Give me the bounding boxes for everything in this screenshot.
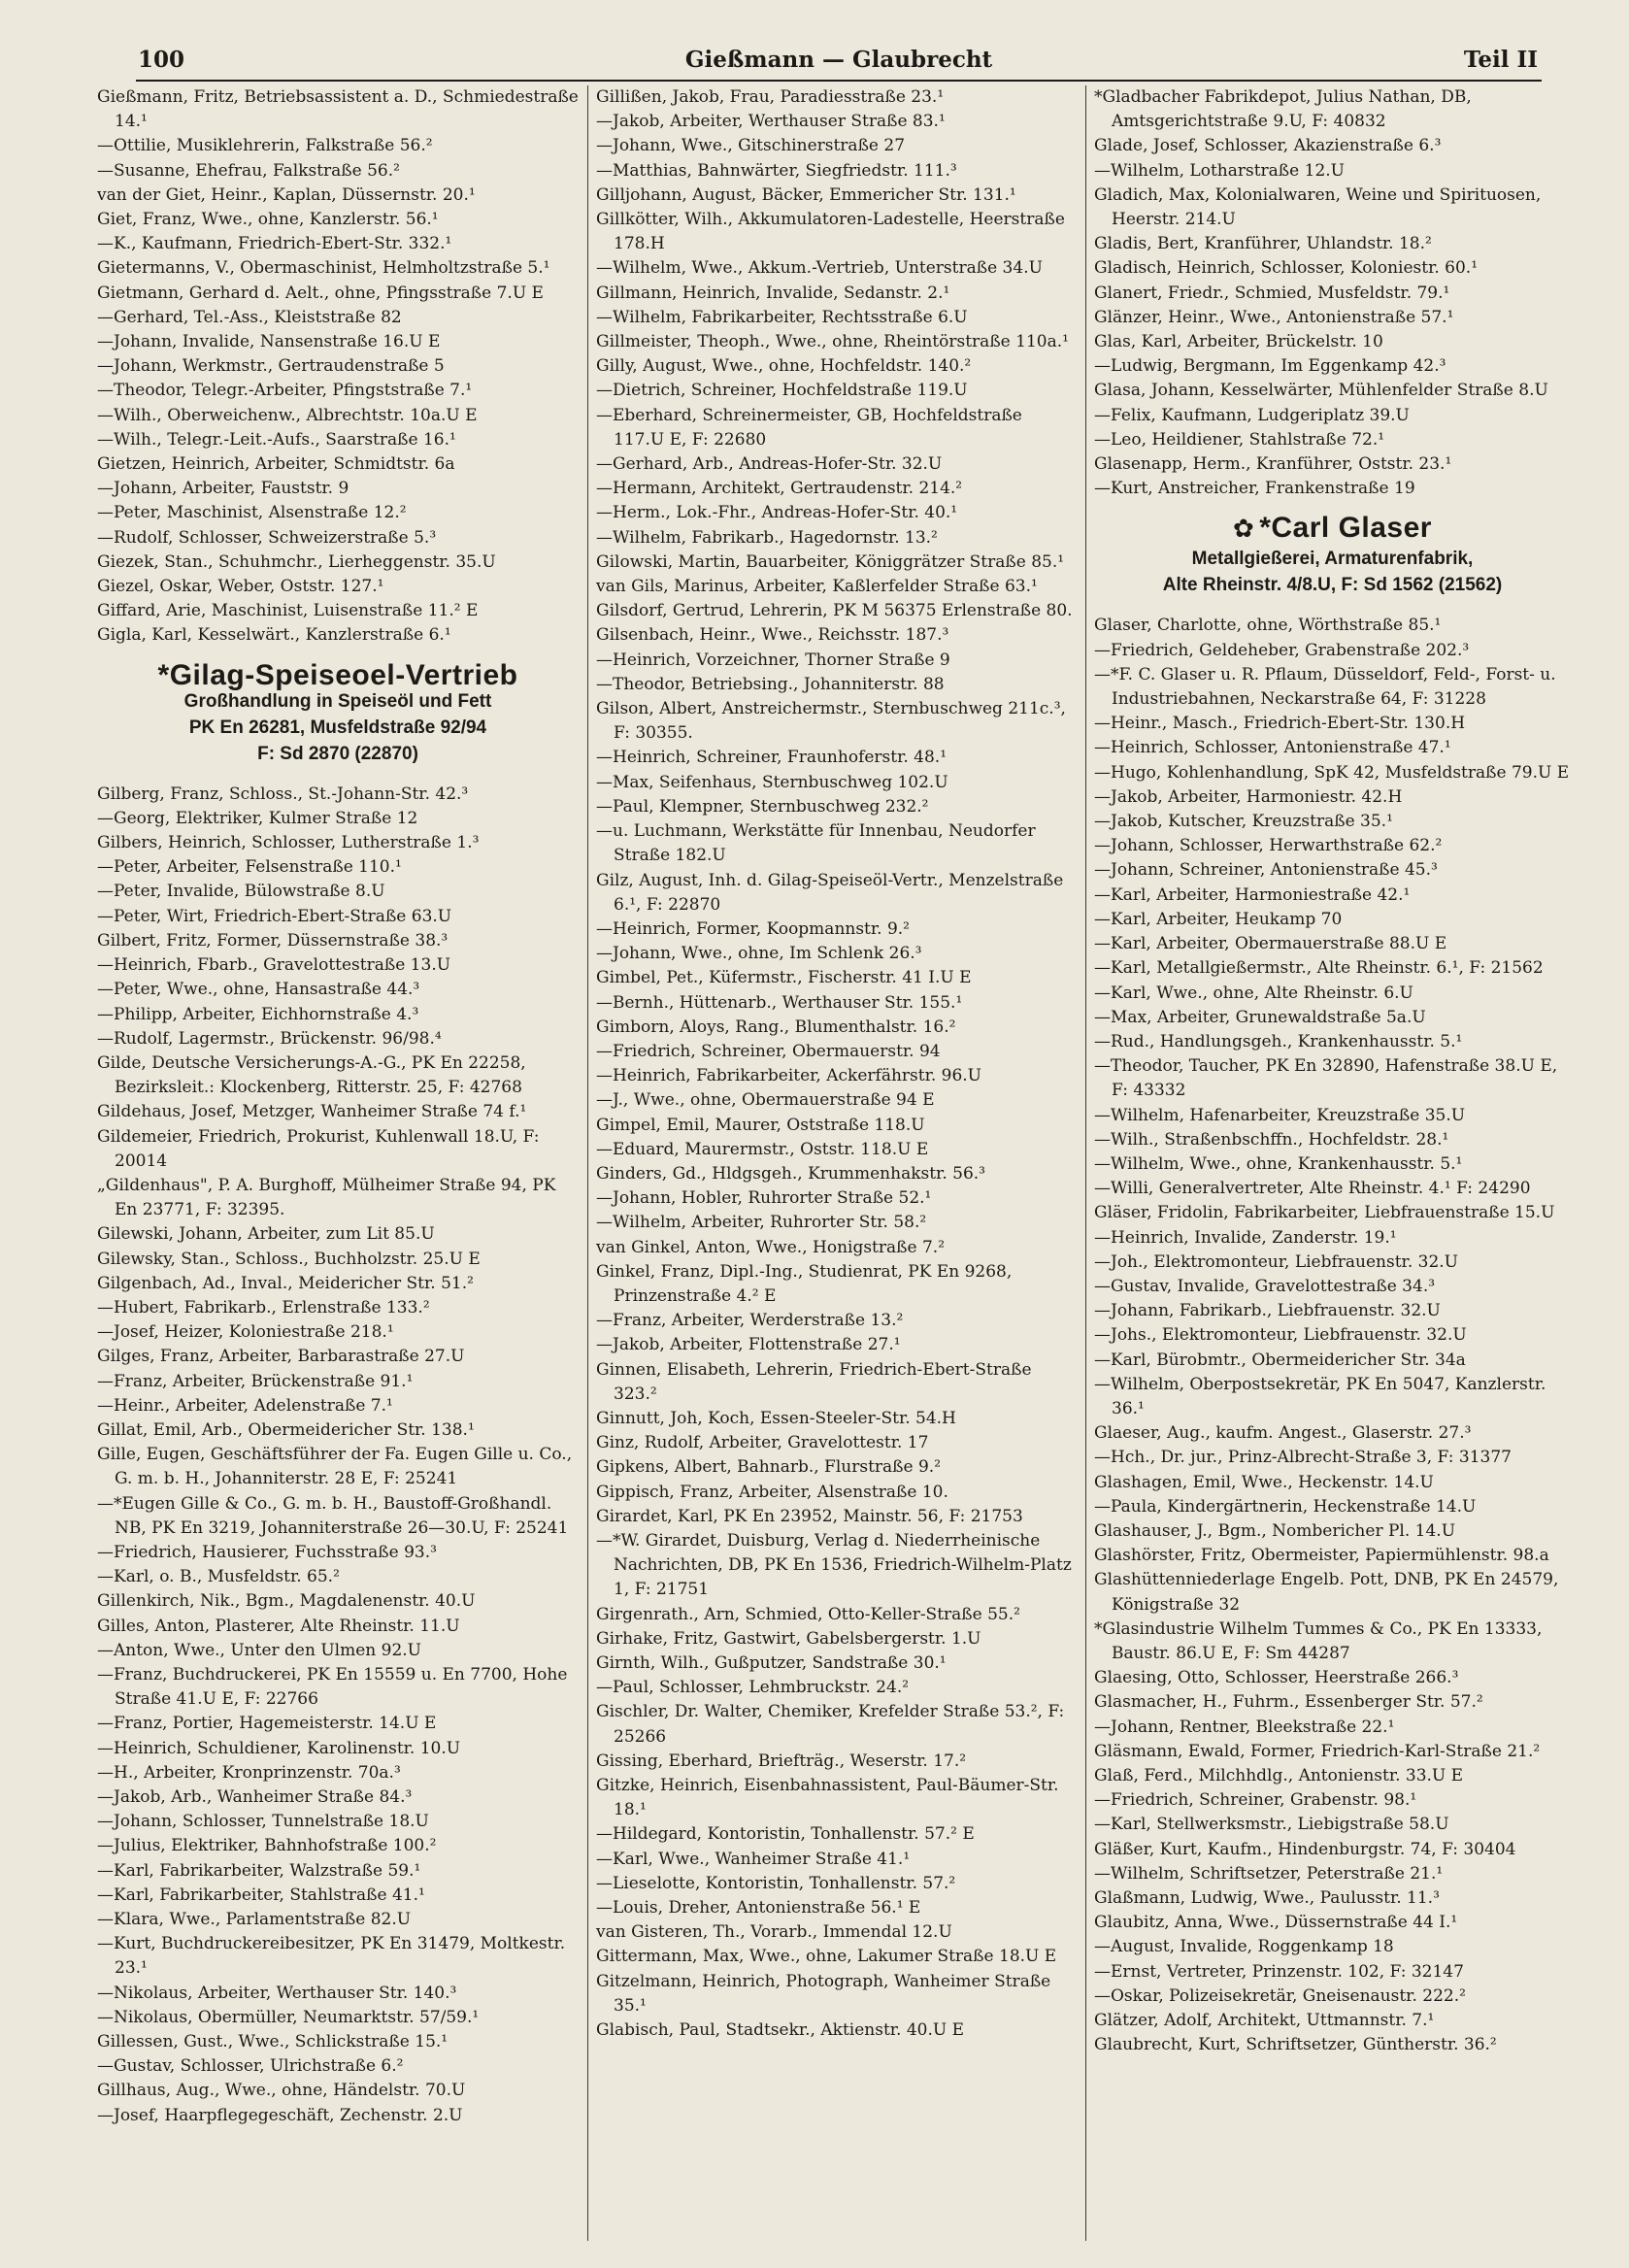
directory-entry: —Paul, Schlosser, Lehmbruckstr. 24.² [596, 1678, 910, 1698]
directory-entry: —Heinrich, Vorzeichner, Thorner Straße 9 [596, 650, 950, 670]
directory-entry: —Felix, Kaufmann, Ludgeriplatz 39.U [1094, 405, 1410, 425]
directory-entry: —Franz, Portier, Hagemeisterstr. 14.U E [97, 1714, 437, 1734]
directory-entry: Gilowski, Martin, Bauarbeiter, Königgrätzer Straße 85.¹ [596, 551, 1065, 572]
ad-line: PK En 26281, Musfeldstraße 92/94 [188, 717, 487, 738]
directory-entry: Gimborn, Aloys, Rang., Blumenthalstr. 16.² [596, 1017, 956, 1037]
ad-line: F: Sd 2870 (22870) [257, 743, 418, 764]
directory-entry: van Ginkel, Anton, Wwe., Honigstraße 7.² [596, 1237, 946, 1257]
directory-entry: —Karl, Arbeiter, Heukamp 70 [1094, 909, 1343, 929]
directory-entry: Gilz, August, Inh. d. Gilag-Speiseöl-Vertr., Menzelstraße 6.¹, F: 22870 [596, 870, 1064, 915]
directory-entry: —Johann, Wwe., ohne, Im Schlenk 26.³ [596, 944, 922, 964]
directory-entry: —Jakob, Arbeiter, Harmoniestr. 42.H [1094, 786, 1403, 807]
directory-entry: —Karl, Wwe., ohne, Alte Rheinstr. 6.U [1094, 983, 1413, 1003]
directory-entry: Gitzelmann, Heinrich, Photograph, Wanheimer Straße 35.¹ [596, 1971, 1051, 2016]
directory-entry: —Kurt, Buchdruckereibesitzer, PK En 31479, Moltkestr. 23.¹ [97, 1934, 566, 1979]
directory-entry: —Franz, Arbeiter, Werderstraße 13.² [596, 1311, 904, 1331]
wreath-emblem-icon: ✿ [1233, 515, 1254, 545]
directory-entry: —Willi, Generalvertreter, Alte Rheinstr. 4.¹ F: 24290 [1094, 1179, 1531, 1199]
directory-entry: —Wilh., Telegr.-Leit.-Aufs., Saarstraße 16.¹ [97, 429, 456, 450]
directory-entry: —Ludwig, Bergmann, Im Eggenkamp 42.³ [1094, 356, 1446, 377]
entry-list [1094, 85, 1571, 501]
directory-entry: Gittermann, Max, Wwe., ohne, Lakumer Straße 18.U E [596, 1947, 1057, 1967]
directory-entry: —Karl, Fabrikarbeiter, Walzstraße 59.¹ [97, 1860, 421, 1881]
directory-entry: Giet, Franz, Wwe., ohne, Kanzlerstr. 56.¹ [97, 210, 439, 230]
directory-entry: —Friedrich, Schreiner, Obermauerstr. 94 [596, 1041, 941, 1061]
directory-entry: —Johann, Schreiner, Antonienstraße 45.³ [1094, 860, 1438, 881]
directory-entry: Gläsmann, Ewald, Former, Friedrich-Karl-Straße 21.² [1094, 1741, 1541, 1761]
directory-entry: Gilgenbach, Ad., Inval., Meidericher Str. 51.² [97, 1273, 474, 1293]
page-header [136, 45, 1542, 82]
directory-entry: —Johann, Wwe., Gitschinerstraße 27 [596, 136, 906, 156]
directory-entry: Gießmann, Fritz, Betriebsassistent a. D., Schmiedestraße 14.¹ [97, 87, 579, 132]
directory-entry: —Eberhard, Schreinermeister, GB, Hochfeldstraße 117.U E, F: 22680 [596, 405, 1022, 450]
directory-entry: Glade, Josef, Schlosser, Akazienstraße 6.³ [1094, 136, 1442, 156]
directory-entry: Ginnen, Elisabeth, Lehrerin, Friedrich-Ebert-Straße 323.² [596, 1359, 1032, 1404]
directory-entry: —Theodor, Betriebsing., Johanniterstr. 88 [596, 674, 945, 694]
entry-list [97, 85, 579, 649]
ad-line: Alte Rheinstr. 4/8.U, F: Sd 1562 (21562) [1162, 575, 1503, 596]
directory-entry: Glanert, Friedr., Schmied, Musfeldstr. 79.¹ [1094, 283, 1450, 303]
directory-entry: —Peter, Maschinist, Alsenstraße 12.² [97, 503, 407, 523]
directory-entry: —Wilhelm, Fabrikarbeiter, Rechtsstraße 6.U [596, 307, 968, 327]
directory-entry: Gläßer, Kurt, Kaufm., Hindenburgstr. 74, F: 30404 [1094, 1839, 1516, 1859]
directory-entry: Gilberg, Franz, Schloss., St.-Johann-Str. 42.³ [97, 784, 469, 804]
directory-entry: —Susanne, Ehefrau, Falkstraße 56.² [97, 160, 400, 181]
directory-entry: —Kurt, Anstreicher, Frankenstraße 19 [1094, 479, 1415, 499]
directory-entry: van der Giet, Heinr., Kaplan, Düssernstr. 20.¹ [97, 184, 476, 205]
directory-entry: —Nikolaus, Arbeiter, Werthauser Str. 140.³ [97, 1983, 457, 2003]
directory-entry: —Heinrich, Schuldiener, Karolinenstr. 10.U [97, 1738, 461, 1758]
directory-entry: Gillhaus, Aug., Wwe., ohne, Händelstr. 70.U [97, 2081, 466, 2101]
directory-entry: —Karl, Stellwerksmstr., Liebigstraße 58.U [1094, 1815, 1449, 1835]
directory-entry: Gilson, Albert, Anstreichermstr., Sternbuschweg 211c.³, F: 30355. [596, 699, 1066, 744]
directory-entry: —Paul, Klempner, Sternbuschweg 232.² [596, 796, 929, 817]
directory-entry: Giezel, Oskar, Weber, Oststr. 127.¹ [97, 577, 384, 597]
directory-entry: Glaubitz, Anna, Wwe., Düssernstraße 44 I.¹ [1094, 1913, 1458, 1933]
directory-entry: —Julius, Elektriker, Bahnhofstraße 100.² [97, 1836, 437, 1856]
directory-entry: Girnth, Wilh., Gußputzer, Sandstraße 30.¹ [596, 1653, 947, 1673]
directory-entry: —Heinr., Arbeiter, Adelenstraße 7.¹ [97, 1395, 393, 1416]
directory-entry: —Hildegard, Kontoristin, Tonhallenstr. 57.² E [596, 1824, 975, 1845]
directory-entry: —Peter, Wirt, Friedrich-Ebert-Straße 63.U [97, 906, 452, 926]
directory-entry: —Rudolf, Schlosser, Schweizerstraße 5.³ [97, 527, 437, 548]
directory-entry: —Franz, Arbeiter, Brückenstraße 91.¹ [97, 1371, 414, 1391]
directory-entry: —Wilh., Straßenbschffn., Hochfeldstr. 28.¹ [1094, 1129, 1449, 1150]
directory-entry: Girgenrath., Arn, Schmied, Otto-Keller-Straße 55.² [596, 1604, 1020, 1624]
directory-entry: —Nikolaus, Obermüller, Neumarktstr. 57/59.¹ [97, 2007, 480, 2027]
directory-entry: Gilde, Deutsche Versicherungs-A.-G., PK En 22258, Bezirksleit.: Klockenberg, Ritterstr. 25, F: 42768 [97, 1052, 526, 1098]
directory-entry: —Joh., Elektromonteur, Liebfrauenstr. 32.U [1094, 1251, 1458, 1272]
directory-entry: Glashauser, J., Bgm., Nombericher Pl. 14.U [1094, 1520, 1456, 1541]
page-number: 100 [138, 47, 185, 73]
running-title: Gießmann — Glaubrecht [684, 47, 993, 73]
directory-entry: —Karl, Bürobmtr., Obermeidericher Str. 34a [1094, 1350, 1466, 1370]
directory-entry: Gilles, Anton, Plasterer, Alte Rheinstr. 11.U [97, 1616, 460, 1636]
directory-entry: —Johann, Rentner, Bleekstraße 22.¹ [1094, 1717, 1395, 1737]
directory-entry: —Heinrich, Schlosser, Antonienstraße 47.¹ [1094, 738, 1451, 758]
directory-entry: —Jakob, Arbeiter, Werthauser Straße 83.¹ [596, 112, 946, 132]
directory-entry: —Heinrich, Fbarb., Gravelottestraße 13.U [97, 955, 451, 976]
directory-entry: —Dietrich, Schreiner, Hochfeldstraße 119.U [596, 381, 968, 401]
directory-entry: Gietermanns, V., Obermaschinist, Helmholtzstraße 5.¹ [97, 258, 550, 279]
directory-entry: —Friedrich, Schreiner, Grabenstr. 98.¹ [1094, 1790, 1417, 1811]
directory-entry: Gillkötter, Wilh., Akkumulatoren-Ladestelle, Heerstraße 178.H [596, 210, 1065, 254]
directory-entry: —Franz, Buchdruckerei, PK En 15559 u. En 7700, Hohe Straße 41.U E, F: 22766 [97, 1664, 568, 1710]
directory-entry: —Karl, Arbeiter, Obermauerstraße 88.U E [1094, 934, 1447, 954]
directory-entry: Glashüttenniederlage Engelb. Pott, DNB, PK En 24579, Königstraße 32 [1094, 1570, 1559, 1615]
directory-entry: Gipkens, Albert, Bahnarb., Flurstraße 9.² [596, 1457, 942, 1478]
directory-entry: —Leo, Heildiener, Stahlstraße 72.¹ [1094, 429, 1385, 450]
directory-entry: Glasenapp, Herm., Kranführer, Oststr. 23.¹ [1094, 454, 1452, 475]
directory-entry: —J., Wwe., ohne, Obermauerstraße 94 E [596, 1090, 935, 1111]
directory-entry: —Peter, Wwe., ohne, Hansastraße 44.³ [97, 980, 420, 1000]
column-3 [1085, 85, 1571, 2241]
directory-entry: Gillenkirch, Nik., Bgm., Magdalenenstr. 40.U [97, 1591, 476, 1612]
directory-entry: Gietzen, Heinrich, Arbeiter, Schmidtstr. 6a [97, 454, 455, 475]
directory-entry: Gilewsky, Stan., Schloss., Buchholzstr. 25.U E [97, 1249, 481, 1269]
directory-entry: —Peter, Invalide, Bülowstraße 8.U [97, 882, 385, 902]
directory-entry: Gladis, Bert, Kranführer, Uhlandstr. 18.² [1094, 234, 1432, 254]
directory-entry: —Johs., Elektromonteur, Liebfrauenstr. 32.U [1094, 1325, 1467, 1346]
directory-entry: Glaubrecht, Kurt, Schriftsetzer, Güntherstr. 36.² [1094, 2035, 1497, 2055]
directory-entry: Gimbel, Pet., Küfermstr., Fischerstr. 41 I.U E [596, 968, 972, 988]
directory-entry: Gilges, Franz, Arbeiter, Barbarastraße 27.U [97, 1347, 465, 1367]
directory-entry: —Wilhelm, Arbeiter, Ruhrorter Str. 58.² [596, 1213, 927, 1233]
directory-entry: Gissing, Eberhard, Briefträg., Weserstr. 17.² [596, 1751, 967, 1771]
directory-entry: Gladisch, Heinrich, Schlosser, Koloniestr. 60.¹ [1094, 258, 1479, 279]
directory-entry: —Wilhelm, Wwe., ohne, Krankenhausstr. 5.¹ [1094, 1153, 1463, 1174]
directory-entry: Ginnutt, Joh, Koch, Essen-Steeler-Str. 54.H [596, 1408, 956, 1428]
directory-entry: —Theodor, Taucher, PK En 32890, Hafenstraße 38.U E, F: 43332 [1094, 1056, 1558, 1101]
directory-entry: Gillat, Emil, Arb., Obermeidericher Str. 138.¹ [97, 1419, 475, 1440]
directory-entry: Glabisch, Paul, Stadtsekr., Aktienstr. 40.U E [596, 2020, 965, 2041]
directory-entry: —Gerhard, Arb., Andreas-Hofer-Str. 32.U [596, 454, 943, 475]
directory-entry: Gillmeister, Theoph., Wwe., ohne, Rheintörstraße 110a.¹ [596, 332, 1069, 352]
directory-entry: Glaßmann, Ludwig, Wwe., Paulusstr. 11.³ [1094, 1888, 1440, 1909]
directory-entry: Giezek, Stan., Schuhmchr., Lierheggenstr. 35.U [97, 551, 496, 572]
directory-columns [97, 85, 1571, 2241]
column-2 [587, 85, 1073, 2241]
directory-entry: —H., Arbeiter, Kronprinzenstr. 70a.³ [97, 1762, 401, 1783]
directory-entry: —Friedrich, Hausierer, Fuchsstraße 93.³ [97, 1542, 437, 1562]
directory-entry: —Wilhelm, Hafenarbeiter, Kreuzstraße 35.U [1094, 1105, 1466, 1125]
directory-entry: Glätzer, Adolf, Architekt, Uttmannstr. 7.¹ [1094, 2011, 1435, 2031]
directory-entry: —Hugo, Kohlenhandlung, SpK 42, Musfeldstraße 79.U E [1094, 762, 1570, 783]
directory-entry: Gillessen, Gust., Wwe., Schlickstraße 15.¹ [97, 2032, 449, 2052]
directory-entry: Gilljohann, August, Bäcker, Emmericher Str. 131.¹ [596, 184, 1016, 205]
directory-entry: —Rud., Handlungsgeh., Krankenhausstr. 5.¹ [1094, 1031, 1463, 1051]
directory-entry: —Ernst, Vertreter, Prinzenstr. 102, F: 32147 [1094, 1961, 1464, 1982]
directory-entry: Gippisch, Franz, Arbeiter, Alsenstraße 10. [596, 1482, 948, 1502]
directory-entry: —Hch., Dr. jur., Prinz-Albrecht-Straße 3, F: 31377 [1094, 1448, 1512, 1468]
directory-entry: —Anton, Wwe., Unter den Ulmen 92.U [97, 1640, 421, 1660]
directory-entry: —Wilhelm, Fabrikarb., Hagedornstr. 13.² [596, 527, 938, 548]
entry-list [97, 783, 579, 2128]
directory-entry: Glaser, Charlotte, ohne, Wörthstraße 85.¹ [1094, 616, 1442, 636]
directory-entry: —Karl, Fabrikarbeiter, Stahlstraße 41.¹ [97, 1884, 425, 1905]
directory-entry: —Johann, Werkmstr., Gertraudenstraße 5 [97, 356, 445, 377]
directory-entry: —Wilh., Oberweichenw., Albrechtstr. 10a.U E [97, 405, 478, 425]
directory-entry: —Max, Arbeiter, Grunewaldstraße 5a.U [1094, 1007, 1426, 1027]
directory-entry: —Karl, o. B., Musfeldstr. 65.² [97, 1567, 340, 1587]
directory-entry: —Lieselotte, Kontoristin, Tonhallenstr. 57.² [596, 1873, 956, 1893]
directory-entry: Gilly, August, Wwe., ohne, Hochfeldstr. 140.² [596, 356, 972, 377]
directory-entry: Girhake, Fritz, Gastwirt, Gabelsbergerstr. 1.U [596, 1628, 981, 1649]
directory-entry: van Gils, Marinus, Arbeiter, Kaßlerfelder Straße 63.¹ [596, 577, 1038, 597]
ad-company-name: *Carl Glaser [1259, 512, 1432, 545]
directory-entry: —Peter, Arbeiter, Felsenstraße 110.¹ [97, 857, 402, 878]
directory-entry: —*F. C. Glaser u. R. Pflaum, Düsseldorf, Feld-, Forst- u. Industriebahnen, Neckarstraße 64, F: 31228 [1094, 664, 1556, 710]
directory-entry: *Gladbacher Fabrikdepot, Julius Nathan, DB, Amtsgerichtstraße 9.U, F: 40832 [1094, 87, 1472, 132]
advertisement-carl-glaser [1094, 512, 1571, 598]
directory-entry: —Johann, Invalide, Nansenstraße 16.U E [97, 332, 441, 352]
directory-entry: Gimpel, Emil, Maurer, Oststraße 118.U [596, 1115, 925, 1135]
directory-entry: Gilsenbach, Heinr., Wwe., Reichsstr. 187.³ [596, 625, 949, 646]
directory-entry: —Herm., Lok.-Fhr., Andreas-Hofer-Str. 40.¹ [596, 503, 958, 523]
directory-entry: Ginders, Gd., Hldgsgeh., Krummenhakstr. 56.³ [596, 1163, 985, 1184]
directory-entry: Glashagen, Emil, Wwe., Heckenstr. 14.U [1094, 1472, 1434, 1492]
directory-entry: —Johann, Hobler, Ruhrorter Straße 52.¹ [596, 1188, 932, 1209]
directory-entry: —*Eugen Gille & Co., G. m. b. H., Baustoff-Großhandl. NB, PK En 3219, Johanniterstraße 26—30.U, F: 25241 [97, 1493, 569, 1538]
directory-entry: —Josef, Heizer, Koloniestraße 218.¹ [97, 1322, 394, 1343]
directory-entry: —K., Kaufmann, Friedrich-Ebert-Str. 332.¹ [97, 234, 452, 254]
directory-entry: —Rudolf, Lagermstr., Brückenstr. 96/98.⁴ [97, 1028, 442, 1049]
directory-entry: Gilbers, Heinrich, Schlosser, Lutherstraße 1.³ [97, 833, 480, 853]
directory-entry: —Ottilie, Musiklehrerin, Falkstraße 56.² [97, 136, 433, 156]
directory-entry: Gillmann, Heinrich, Invalide, Sedanstr. 2.¹ [596, 283, 950, 303]
entry-list [596, 85, 1073, 2043]
directory-entry: —Oskar, Polizeisekretär, Gneisenaustr. 222.² [1094, 1985, 1466, 2006]
directory-entry: Glashörster, Fritz, Obermeister, Papiermühlenstr. 98.a [1094, 1546, 1549, 1566]
directory-entry: —Jakob, Arb., Wanheimer Straße 84.³ [97, 1787, 413, 1807]
directory-entry: Gildemeier, Friedrich, Prokurist, Kuhlenwall 18.U, F: 20014 [97, 1126, 540, 1171]
directory-entry: —Bernh., Hüttenarb., Werthauser Str. 155.¹ [596, 992, 963, 1013]
directory-entry: —August, Invalide, Roggenkamp 18 [1094, 1937, 1394, 1957]
directory-entry: —Heinr., Masch., Friedrich-Ebert-Str. 130.H [1094, 714, 1466, 734]
directory-entry: Gillißen, Jakob, Frau, Paradiesstraße 23.¹ [596, 87, 945, 107]
directory-entry: —Gustav, Invalide, Gravelottestraße 34.³ [1094, 1276, 1436, 1296]
directory-entry: —Wilhelm, Schriftsetzer, Peterstraße 21.¹ [1094, 1863, 1444, 1884]
directory-entry: —Heinrich, Former, Koopmannstr. 9.² [596, 918, 910, 939]
part-label: Teil II [1463, 47, 1538, 73]
directory-entry: Giffard, Arie, Maschinist, Luisenstraße 11.² E [97, 601, 479, 621]
directory-entry: —Gustav, Schlosser, Ulrichstraße 6.² [97, 2056, 404, 2077]
directory-entry: —Louis, Dreher, Antonienstraße 56.¹ E [596, 1898, 921, 1918]
ad-line: Metallgießerei, Armaturenfabrik, [1191, 549, 1474, 570]
directory-entry: —Heinrich, Fabrikarbeiter, Ackerfährstr. 96.U [596, 1066, 982, 1086]
directory-entry: —*W. Girardet, Duisburg, Verlag d. Niederrheinische Nachrichten, DB, PK En 1536, Friedrich-Wilhelm-Platz 1, F: 21751 [596, 1530, 1072, 1600]
directory-entry: Glasa, Johann, Kesselwärter, Mühlenfelder Straße 8.U [1094, 381, 1548, 401]
directory-entry: —Johann, Schlosser, Herwarthstraße 62.² [1094, 836, 1443, 856]
directory-entry: —Philipp, Arbeiter, Eichhornstraße 4.³ [97, 1004, 419, 1024]
directory-entry: Glas, Karl, Arbeiter, Brückelstr. 10 [1094, 332, 1383, 352]
directory-entry: —Johann, Arbeiter, Fauststr. 9 [97, 479, 349, 499]
directory-entry: Gladich, Max, Kolonialwaren, Weine und Spirituosen, Heerstr. 214.U [1094, 184, 1542, 230]
directory-entry: Gilbert, Fritz, Former, Düssernstraße 38.³ [97, 930, 449, 951]
directory-entry: Glasmacher, H., Fuhrm., Essenberger Str. 57.² [1094, 1692, 1483, 1713]
directory-entry: —Johann, Schlosser, Tunnelstraße 18.U [97, 1812, 429, 1832]
directory-entry: —Karl, Wwe., Wanheimer Straße 41.¹ [596, 1849, 911, 1869]
directory-entry: Gilewski, Johann, Arbeiter, zum Lit 85.U [97, 1224, 435, 1245]
directory-entry: Gischler, Dr. Walter, Chemiker, Krefelder Straße 53.², F: 25266 [596, 1702, 1065, 1747]
directory-entry: Glaesing, Otto, Schlosser, Heerstraße 266.³ [1094, 1668, 1459, 1688]
directory-entry: Glaß, Ferd., Milchhdlg., Antonienstr. 33.U E [1094, 1766, 1464, 1785]
directory-entry: —Jakob, Arbeiter, Flottenstraße 27.¹ [596, 1335, 901, 1355]
directory-entry: Gitzke, Heinrich, Eisenbahnassistent, Paul-Bäumer-Str. 18.¹ [596, 1776, 1059, 1820]
directory-entry: Girardet, Karl, PK En 23952, Mainstr. 56, F: 21753 [596, 1506, 1023, 1526]
directory-entry: —Max, Seifenhaus, Sternbuschweg 102.U [596, 772, 948, 792]
directory-entry: Gilsdorf, Gertrud, Lehrerin, PK M 56375 Erlenstraße 80. [596, 601, 1073, 621]
directory-entry: —Paula, Kindergärtnerin, Heckenstraße 14.U [1094, 1496, 1477, 1517]
directory-entry: —u. Luchmann, Werkstätte für Innenbau, Neudorfer Straße 182.U [596, 821, 1036, 866]
directory-entry: —Karl, Arbeiter, Harmoniestraße 42.¹ [1094, 884, 1411, 905]
entry-list [1094, 614, 1571, 2057]
directory-entry: —Hermann, Architekt, Gertraudenstr. 214.² [596, 479, 963, 499]
directory-entry: Ginkel, Franz, Dipl.-Ing., Studienrat, PK En 9268, Prinzenstraße 4.² E [596, 1261, 1013, 1306]
directory-entry: —Friedrich, Geldeheber, Grabenstraße 202.³ [1094, 640, 1470, 660]
ad-company-name: *Gilag-Speiseoel-Vertrieb [157, 658, 518, 691]
directory-entry: —Wilhelm, Oberpostsekretär, PK En 5047, Kanzlerstr. 36.¹ [1094, 1374, 1546, 1418]
directory-entry: Ginz, Rudolf, Arbeiter, Gravelottestr. 17 [596, 1433, 929, 1453]
directory-entry: Glänzer, Heinr., Wwe., Antonienstraße 57.¹ [1094, 307, 1454, 327]
directory-entry: Gigla, Karl, Kesselwärt., Kanzlerstraße 6.¹ [97, 625, 451, 646]
advertisement-gilag [97, 658, 579, 767]
directory-entry: Gläser, Fridolin, Fabrikarbeiter, Liebfrauenstraße 15.U [1094, 1203, 1555, 1223]
directory-entry: —Hubert, Fabrikarb., Erlenstraße 133.² [97, 1297, 430, 1317]
directory-entry: —Karl, Metallgießermstr., Alte Rheinstr. 6.¹, F: 21562 [1094, 958, 1544, 979]
directory-entry: „Gildenhaus", P. A. Burghoff, Mülheimer Straße 94, PK En 23771, F: 32395. [97, 1175, 556, 1220]
directory-entry: Gildehaus, Josef, Metzger, Wanheimer Straße 74 f.¹ [97, 1102, 527, 1122]
directory-entry: —Heinrich, Invalide, Zanderstr. 19.¹ [1094, 1227, 1397, 1248]
directory-entry: —Johann, Fabrikarb., Liebfrauenstr. 32.U [1094, 1301, 1441, 1321]
directory-entry: —Wilhelm, Lotharstraße 12.U [1094, 160, 1345, 181]
directory-entry: —Klara, Wwe., Parlamentstraße 82.U [97, 1910, 412, 1930]
directory-entry: *Glasindustrie Wilhelm Tummes & Co., PK En 13333, Baustr. 86.U E, F: Sm 44287 [1094, 1618, 1543, 1663]
directory-entry: —Theodor, Telegr.-Arbeiter, Pfingststraße 7.¹ [97, 381, 473, 401]
directory-entry: —Matthias, Bahnwärter, Siegfriedstr. 111.³ [596, 160, 957, 181]
directory-entry: Glaeser, Aug., kaufm. Angest., Glaserstr. 27.³ [1094, 1423, 1472, 1444]
directory-entry: —Josef, Haarpflegegeschäft, Zechenstr. 2.U [97, 2105, 463, 2125]
ad-line: Großhandlung in Speiseöl und Fett [183, 690, 492, 712]
directory-entry: Gille, Eugen, Geschäftsführer der Fa. Eugen Gille u. Co., G. m. b. H., Johanniterstr. 28 E, F: 25241 [97, 1445, 573, 1489]
directory-entry: —Georg, Elektriker, Kulmer Straße 12 [97, 808, 418, 828]
directory-entry: —Heinrich, Schreiner, Fraunhoferstr. 48.¹ [596, 748, 947, 768]
directory-entry: van Gisteren, Th., Vorarb., Immendal 12.U [596, 1922, 952, 1943]
directory-entry: —Wilhelm, Wwe., Akkum.-Vertrieb, Unterstraße 34.U [596, 258, 1043, 279]
directory-entry: —Jakob, Kutscher, Kreuzstraße 35.¹ [1094, 812, 1393, 832]
directory-entry: —Gerhard, Tel.-Ass., Kleiststraße 82 [97, 307, 402, 327]
directory-entry: —Eduard, Maurermstr., Oststr. 118.U E [596, 1139, 929, 1159]
directory-entry: Gietmann, Gerhard d. Aelt., ohne, Pfingsstraße 7.U E [97, 283, 544, 303]
column-1 [97, 85, 579, 2241]
